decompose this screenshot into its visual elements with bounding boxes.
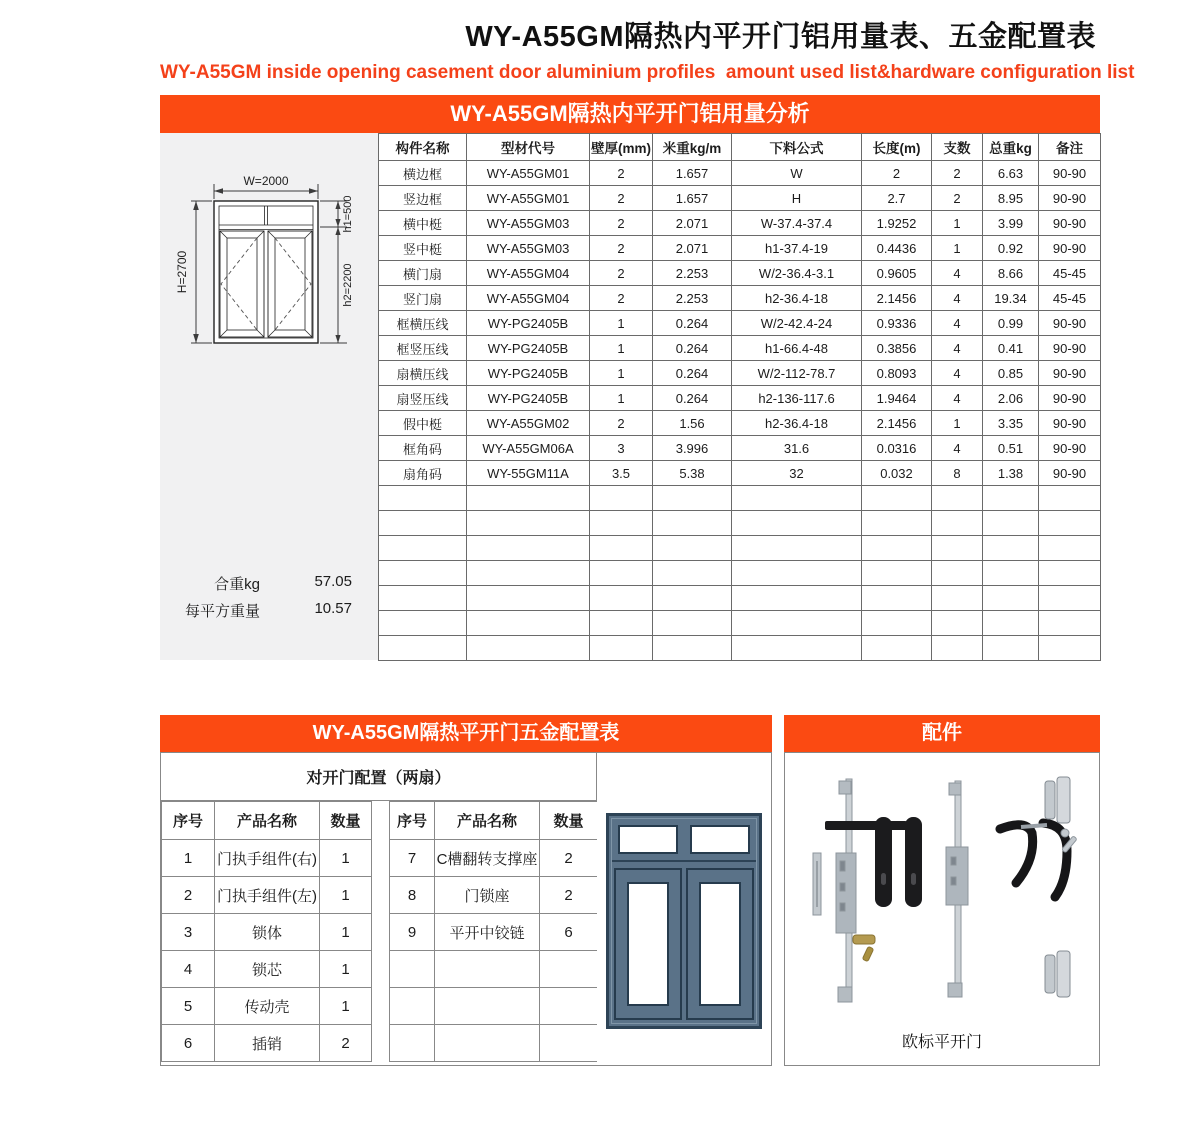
table-cell <box>379 536 467 561</box>
table-cell: WY-PG2405B <box>467 361 590 386</box>
table-cell: 2 <box>590 211 653 236</box>
table-cell: 4 <box>932 336 983 361</box>
table-cell <box>390 988 435 1025</box>
table-cell: WY-A55GM01 <box>467 186 590 211</box>
table-cell: 4 <box>932 261 983 286</box>
table-cell: 8.95 <box>983 186 1039 211</box>
table-cell: 横门扇 <box>379 261 467 286</box>
table-row <box>379 611 1101 636</box>
table-row <box>162 840 598 877</box>
table-cell: 6 <box>162 1025 215 1062</box>
table-cell: 5 <box>162 988 215 1025</box>
usage-block <box>160 133 1100 660</box>
table-cell: 90-90 <box>1039 361 1101 386</box>
table-cell <box>732 611 862 636</box>
table-cell: WY-A55GM01 <box>467 161 590 186</box>
table-cell: 2.1456 <box>862 411 932 436</box>
table-cell: 0.0316 <box>862 436 932 461</box>
table-cell: 2 <box>590 286 653 311</box>
table-cell: 4 <box>932 311 983 336</box>
table-cell: 扇横压线 <box>379 361 467 386</box>
table-cell: 5.38 <box>653 461 732 486</box>
table-cell: 90-90 <box>1039 311 1101 336</box>
table-cell <box>732 511 862 536</box>
table-cell: 2 <box>590 411 653 436</box>
door-photo-zone <box>597 753 771 1065</box>
table-cell: 0.264 <box>653 336 732 361</box>
table-cell: h2-136-117.6 <box>732 386 862 411</box>
table-cell: 1 <box>932 211 983 236</box>
table-row <box>379 411 1101 436</box>
table-cell: 2.071 <box>653 236 732 261</box>
table-cell: 2 <box>862 161 932 186</box>
table-cell: 1.9464 <box>862 386 932 411</box>
table-cell: 6 <box>540 914 598 951</box>
table-cell: 0.8093 <box>862 361 932 386</box>
table-cell <box>1039 586 1101 611</box>
table-cell: 2 <box>540 877 598 914</box>
table-cell: 1 <box>590 361 653 386</box>
table-cell: 竖中梃 <box>379 236 467 261</box>
table-cell: 3 <box>590 436 653 461</box>
table-cell: 框角码 <box>379 436 467 461</box>
table-cell <box>653 561 732 586</box>
table-divider-cell <box>372 914 390 951</box>
table-cell: WY-A55GM03 <box>467 211 590 236</box>
accessories-section-header: 配件 <box>784 715 1100 752</box>
column-header: 长度(m) <box>862 134 932 161</box>
table-cell <box>983 511 1039 536</box>
table-cell: 1 <box>590 311 653 336</box>
accessories-caption: 欧标平开门 <box>901 1034 982 1051</box>
table-cell <box>540 951 598 988</box>
table-row <box>379 361 1101 386</box>
table-cell: 0.264 <box>653 361 732 386</box>
table-cell <box>467 636 590 661</box>
table-cell: 3 <box>162 914 215 951</box>
table-cell: 7 <box>390 840 435 877</box>
table-cell: C槽翻转支撑座 <box>435 840 540 877</box>
table-row <box>379 636 1101 661</box>
table-cell <box>732 486 862 511</box>
table-cell <box>983 561 1039 586</box>
table-cell <box>590 486 653 511</box>
table-cell <box>862 636 932 661</box>
table-cell <box>932 611 983 636</box>
column-header: 序号 <box>162 802 215 840</box>
table-cell: 竖边框 <box>379 186 467 211</box>
table-cell: 2 <box>590 236 653 261</box>
table-cell: 90-90 <box>1039 461 1101 486</box>
column-header: 备注 <box>1039 134 1101 161</box>
table-cell: 2.7 <box>862 186 932 211</box>
table-row <box>379 536 1101 561</box>
column-header: 序号 <box>390 802 435 840</box>
table-row <box>379 436 1101 461</box>
table-divider-cell <box>372 877 390 914</box>
table-cell <box>379 561 467 586</box>
door-dimension-diagram <box>168 171 370 401</box>
table-cell: 0.41 <box>983 336 1039 361</box>
table-cell: 3.99 <box>983 211 1039 236</box>
table-cell: 2 <box>590 261 653 286</box>
diagram-width-label: W=2000 <box>243 174 289 188</box>
table-cell: 4 <box>932 286 983 311</box>
table-row <box>379 261 1101 286</box>
table-row <box>379 236 1101 261</box>
table-cell <box>435 951 540 988</box>
column-header: 米重kg/m <box>653 134 732 161</box>
table-cell: 90-90 <box>1039 336 1101 361</box>
table-cell: 90-90 <box>1039 161 1101 186</box>
table-cell <box>390 951 435 988</box>
table-cell <box>983 611 1039 636</box>
table-cell: 锁体 <box>215 914 320 951</box>
table-cell: 2 <box>590 186 653 211</box>
table-cell: WY-A55GM02 <box>467 411 590 436</box>
table-cell: 6.63 <box>983 161 1039 186</box>
table-cell: 2 <box>162 877 215 914</box>
hardware-photo <box>795 765 1089 1027</box>
table-cell <box>653 486 732 511</box>
column-header: 型材代号 <box>467 134 590 161</box>
table-cell: 8 <box>932 461 983 486</box>
column-header: 产品名称 <box>435 802 540 840</box>
table-cell: 横中梃 <box>379 211 467 236</box>
table-cell: 竖门扇 <box>379 286 467 311</box>
table-cell: 90-90 <box>1039 186 1101 211</box>
table-row <box>162 988 598 1025</box>
table-cell <box>732 586 862 611</box>
table-cell: 0.3856 <box>862 336 932 361</box>
table-cell: 2 <box>540 840 598 877</box>
table-cell <box>653 611 732 636</box>
table-divider-cell <box>372 802 390 840</box>
table-cell: 平开中铰链 <box>435 914 540 951</box>
table-row <box>379 286 1101 311</box>
door-photo <box>606 813 762 1029</box>
column-header: 数量 <box>540 802 598 840</box>
table-cell: 90-90 <box>1039 436 1101 461</box>
table-cell: 90-90 <box>1039 411 1101 436</box>
table-row <box>379 311 1101 336</box>
table-cell <box>467 586 590 611</box>
table-cell: WY-A55GM04 <box>467 286 590 311</box>
table-cell: 8.66 <box>983 261 1039 286</box>
table-cell <box>983 636 1039 661</box>
table-cell: 1 <box>932 411 983 436</box>
table-cell: 传动壳 <box>215 988 320 1025</box>
table-cell: 9 <box>390 914 435 951</box>
table-cell: h1-66.4-48 <box>732 336 862 361</box>
table-cell: W <box>732 161 862 186</box>
table-cell: 8 <box>390 877 435 914</box>
table-cell: 4 <box>932 361 983 386</box>
table-cell <box>932 511 983 536</box>
table-cell: WY-A55GM04 <box>467 261 590 286</box>
table-cell <box>1039 561 1101 586</box>
table-row <box>162 951 598 988</box>
table-cell <box>932 586 983 611</box>
table-cell <box>379 636 467 661</box>
table-cell <box>862 536 932 561</box>
table-cell <box>862 561 932 586</box>
table-cell: W/2-112-78.7 <box>732 361 862 386</box>
table-cell: WY-PG2405B <box>467 311 590 336</box>
table-cell: h1-37.4-19 <box>732 236 862 261</box>
table-cell: 1 <box>320 988 372 1025</box>
table-cell: 0.264 <box>653 386 732 411</box>
table-cell <box>379 511 467 536</box>
table-row <box>379 386 1101 411</box>
table-row <box>379 161 1101 186</box>
table-cell <box>732 561 862 586</box>
table-cell: WY-A55GM06A <box>467 436 590 461</box>
table-cell <box>390 1025 435 1062</box>
accessories-block <box>784 752 1100 1066</box>
table-cell: 4 <box>162 951 215 988</box>
table-cell: 31.6 <box>732 436 862 461</box>
diagram-h2-label: h2=2200 <box>342 263 354 307</box>
table-cell: 90-90 <box>1039 386 1101 411</box>
table-cell: WY-PG2405B <box>467 386 590 411</box>
table-cell <box>862 486 932 511</box>
table-cell: 0.92 <box>983 236 1039 261</box>
table-row <box>379 561 1101 586</box>
column-header: 产品名称 <box>215 802 320 840</box>
table-cell <box>932 486 983 511</box>
table-cell <box>590 611 653 636</box>
table-cell <box>932 561 983 586</box>
table-cell <box>435 988 540 1025</box>
table-cell <box>862 611 932 636</box>
hardware-subheader: 对开门配置（两扇） <box>161 753 597 801</box>
table-cell: 0.9605 <box>862 261 932 286</box>
table-divider-cell <box>372 951 390 988</box>
table-cell: 1.657 <box>653 186 732 211</box>
table-cell: 0.85 <box>983 361 1039 386</box>
table-cell <box>379 611 467 636</box>
table-cell <box>590 586 653 611</box>
table-cell: 45-45 <box>1039 261 1101 286</box>
table-cell <box>379 586 467 611</box>
table-cell: 2 <box>320 1025 372 1062</box>
diagram-h1-label: h1=500 <box>342 195 354 233</box>
table-cell: 2 <box>590 161 653 186</box>
table-cell: 1.9252 <box>862 211 932 236</box>
table-row <box>379 336 1101 361</box>
table-cell <box>435 1025 540 1062</box>
table-cell: 1 <box>320 877 372 914</box>
table-cell: h2-36.4-18 <box>732 286 862 311</box>
table-cell <box>932 536 983 561</box>
table-cell <box>590 536 653 561</box>
table-cell <box>590 511 653 536</box>
table-cell <box>1039 486 1101 511</box>
table-cell: 2.253 <box>653 261 732 286</box>
column-header: 壁厚(mm) <box>590 134 653 161</box>
table-row <box>379 211 1101 236</box>
table-cell <box>467 511 590 536</box>
column-header: 支数 <box>932 134 983 161</box>
usage-section-header: WY-A55GM隔热内平开门铝用量分析 <box>160 95 1100 133</box>
table-cell <box>467 486 590 511</box>
table-cell <box>653 586 732 611</box>
table-row <box>162 1025 598 1062</box>
table-cell: 3.5 <box>590 461 653 486</box>
table-cell <box>590 636 653 661</box>
total-weight-value: 57.05 <box>314 573 352 590</box>
table-divider-cell <box>372 1025 390 1062</box>
table-cell: 插销 <box>215 1025 320 1062</box>
table-divider-cell <box>372 840 390 877</box>
table-cell <box>1039 511 1101 536</box>
table-cell: 3.35 <box>983 411 1039 436</box>
table-cell: 90-90 <box>1039 236 1101 261</box>
per-sqm-label: 每平方重量 <box>184 603 260 620</box>
table-cell: 2 <box>932 186 983 211</box>
table-cell <box>862 586 932 611</box>
table-cell: 2.253 <box>653 286 732 311</box>
table-cell: WY-PG2405B <box>467 336 590 361</box>
table-cell: 1 <box>590 386 653 411</box>
table-cell: 门锁座 <box>435 877 540 914</box>
table-cell: 门执手组件(左) <box>215 877 320 914</box>
table-cell <box>379 486 467 511</box>
door-diagram-panel <box>160 133 378 660</box>
table-cell <box>932 636 983 661</box>
usage-table <box>378 133 1101 660</box>
table-cell <box>1039 611 1101 636</box>
table-row <box>379 461 1101 486</box>
table-cell <box>467 536 590 561</box>
table-cell: WY-55GM11A <box>467 461 590 486</box>
table-cell <box>732 636 862 661</box>
table-row <box>379 486 1101 511</box>
page-subtitle: WY-A55GM inside opening casement door aluminium profiles amount used list&hardware configuration list <box>160 62 1135 83</box>
table-cell: 3.996 <box>653 436 732 461</box>
table-cell: 框横压线 <box>379 311 467 336</box>
column-header: 总重kg <box>983 134 1039 161</box>
table-cell: 0.99 <box>983 311 1039 336</box>
page-header <box>160 14 1135 84</box>
table-divider-cell <box>372 988 390 1025</box>
hardware-block <box>160 752 772 1066</box>
table-cell: 0.9336 <box>862 311 932 336</box>
table-cell: 1 <box>162 840 215 877</box>
usage-header-row <box>379 134 1101 161</box>
table-cell <box>467 611 590 636</box>
table-cell: 2 <box>932 161 983 186</box>
table-cell: H <box>732 186 862 211</box>
total-weight-label: 合重kg <box>214 576 260 593</box>
table-cell: 1.56 <box>653 411 732 436</box>
table-cell <box>540 988 598 1025</box>
table-cell: 4 <box>932 386 983 411</box>
table-cell: 1 <box>320 951 372 988</box>
table-cell: 锁芯 <box>215 951 320 988</box>
table-cell: 2.071 <box>653 211 732 236</box>
table-cell: 19.34 <box>983 286 1039 311</box>
table-cell <box>732 536 862 561</box>
table-row <box>379 511 1101 536</box>
table-cell <box>862 511 932 536</box>
table-cell: 32 <box>732 461 862 486</box>
hardware-table <box>161 801 597 1062</box>
diagram-height-label: H=2700 <box>175 250 189 294</box>
table-cell: 1.38 <box>983 461 1039 486</box>
column-header: 数量 <box>320 802 372 840</box>
table-cell <box>467 561 590 586</box>
page-title: WY-A55GM隔热内平开门铝用量表、五金配置表 <box>465 21 1096 53</box>
table-cell <box>540 1025 598 1062</box>
table-cell <box>653 511 732 536</box>
table-cell: 假中梃 <box>379 411 467 436</box>
table-cell <box>653 536 732 561</box>
table-cell <box>1039 636 1101 661</box>
table-cell: 2.06 <box>983 386 1039 411</box>
table-cell: 1.657 <box>653 161 732 186</box>
table-cell: 框竖压线 <box>379 336 467 361</box>
per-sqm-value: 10.57 <box>314 600 352 617</box>
table-cell: W-37.4-37.4 <box>732 211 862 236</box>
table-cell: 1 <box>320 840 372 877</box>
table-cell: 1 <box>590 336 653 361</box>
table-cell: h2-36.4-18 <box>732 411 862 436</box>
table-row <box>162 877 598 914</box>
table-cell: 2.1456 <box>862 286 932 311</box>
table-cell <box>983 486 1039 511</box>
table-cell: 1 <box>932 236 983 261</box>
table-cell: 90-90 <box>1039 211 1101 236</box>
table-cell: W/2-42.4-24 <box>732 311 862 336</box>
table-cell <box>653 636 732 661</box>
table-row <box>379 186 1101 211</box>
column-header: 构件名称 <box>379 134 467 161</box>
table-cell: W/2-36.4-3.1 <box>732 261 862 286</box>
table-cell <box>983 586 1039 611</box>
table-cell: 0.51 <box>983 436 1039 461</box>
table-cell: 0.4436 <box>862 236 932 261</box>
table-cell: 扇竖压线 <box>379 386 467 411</box>
table-cell: 扇角码 <box>379 461 467 486</box>
table-cell: WY-A55GM03 <box>467 236 590 261</box>
table-cell <box>590 561 653 586</box>
table-cell: 门执手组件(右) <box>215 840 320 877</box>
table-row <box>162 914 598 951</box>
table-cell: 0.032 <box>862 461 932 486</box>
table-cell: 4 <box>932 436 983 461</box>
table-cell: 0.264 <box>653 311 732 336</box>
total-weight-row <box>160 573 378 595</box>
table-cell: 45-45 <box>1039 286 1101 311</box>
per-sqm-weight-row <box>160 600 378 622</box>
hardware-header-row <box>162 802 598 840</box>
table-cell: 横边框 <box>379 161 467 186</box>
hardware-section-header: WY-A55GM隔热平开门五金配置表 <box>160 715 772 752</box>
table-row <box>379 586 1101 611</box>
table-cell: 1 <box>320 914 372 951</box>
column-header: 下料公式 <box>732 134 862 161</box>
table-cell <box>1039 536 1101 561</box>
table-cell <box>983 536 1039 561</box>
